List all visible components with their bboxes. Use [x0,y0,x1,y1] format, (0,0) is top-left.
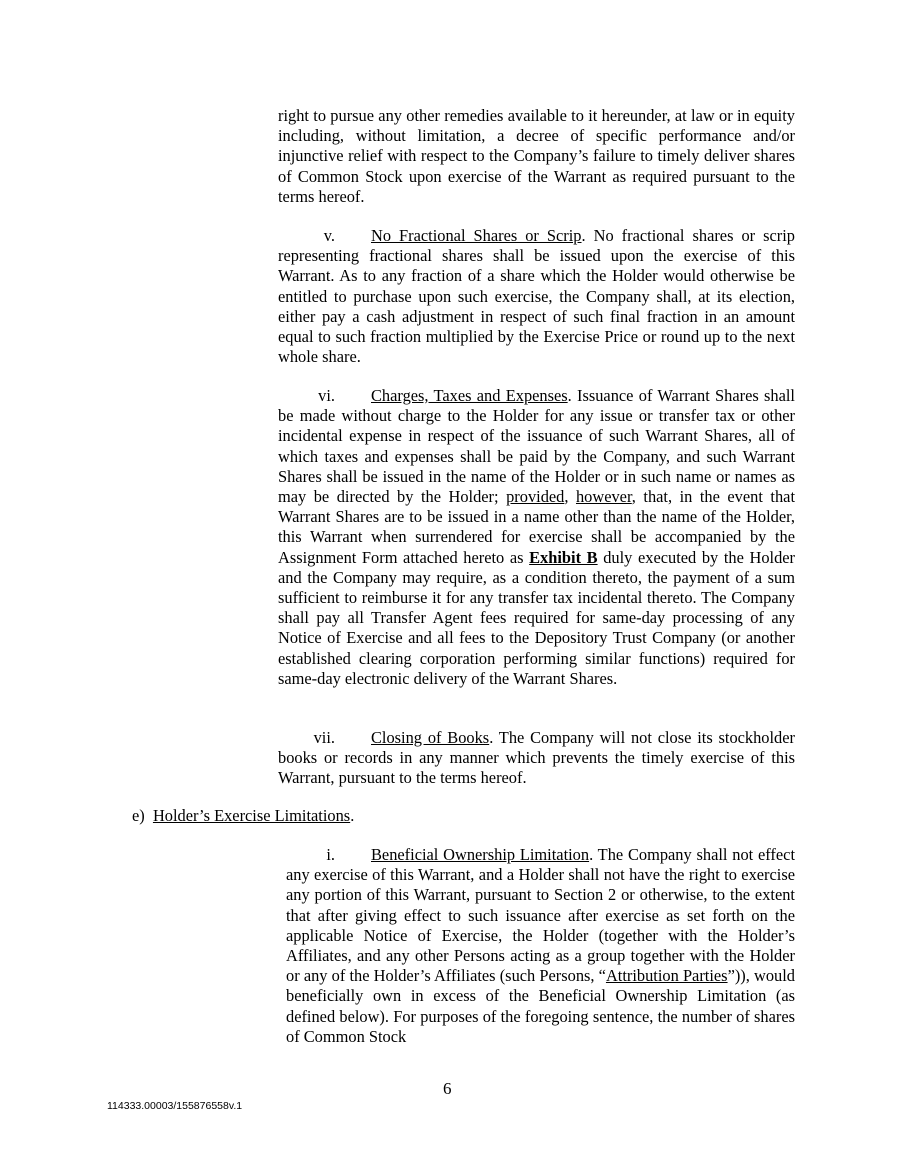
however-term: however [575,487,632,507]
section-title: Closing of Books [371,728,490,747]
separator: , [564,487,576,507]
section-text: duly executed by the Holder and the Company may require, as a condition thereto, the payment of a sum sufficient to reimburse it for any transfer tax incidental thereto. The Company shall pay all Transfer Agent fees required for same-day processing of any Notice of Exercise and all fees to the Depository Trust Company (or another established clearing corporation performing similar functions) required for same-day electronic delivery of the Warrant Shares. [278,547,795,688]
section-text: ”)), would beneficially own in excess of the Beneficial Ownership Limitation (as defined below). For purposes of the foregoing sentence, the number of shares of Common Stock [286,966,795,1046]
paragraph-continuation [278,106,795,207]
section-label: e) [132,806,145,825]
section-number: vii. [313,728,335,747]
section-number: vi. [318,386,335,405]
section-title: Charges, Taxes and Expenses [371,386,568,405]
section-text: . The Company will not close its stockholder books or records in any manner which prevents the timely exercise of this Warrant, pursuant to the terms hereof. [278,728,795,788]
section-title: Holder’s Exercise Limitations [152,806,351,825]
section-number: v. [323,226,335,245]
paragraph-text: right to pursue any other remedies available to it hereunder, at law or in equity including, without limitation, a decree of specific performance and/or injunctive relief with respect to the Company’s failure to timely deliver shares of Common Stock upon exercise of the Warrant as required pursuant to the terms hereof. [278,106,795,206]
section-text: , that, in the event that Warrant Shares are to be issued in a name other than the name of the Holder, this Warrant when surrendered for exercise shall be accompanied by the Assignment Form attached hereto as [278,487,795,567]
section-text: . The Company shall not effect any exercise of this Warrant, and a Holder shall not have the right to exercise any portion of this Warrant, pursuant to Section 2 or otherwise, to the extent that after giving effect to such issuance after exercise as set forth on the applicable Notice of Exercise, the Holder (together with the Holder’s Affiliates, and any other Persons acting as a group together with the Holder or any of the Holder’s Affiliates (such Persons, “ [286,845,795,986]
provided-term: provided [506,487,565,507]
page-number: 6 [443,1079,452,1098]
document-id-footer: 114333.00003/155876558v.1 [107,1100,243,1112]
section-v [278,226,795,367]
attribution-parties-term: Attribution Parties [605,966,728,986]
section-text: . No fractional shares or scrip representing fractional shares shall be issued upon the exercise of this Warrant. As to any fraction of a share which the Holder would otherwise be entitled to purchase upon such exercise, the Company shall, at its election, either pay a cash adjustment in respect of such final fraction in an amount equal to such fraction multiplied by the Exercise Price or round up to the next whole share. [278,226,796,367]
section-title: Beneficial Ownership Limitation [371,845,590,864]
section-vii [278,728,795,789]
section-e-heading [132,806,354,826]
section-number: i. [326,845,335,864]
section-i [286,845,795,1047]
section-vi [278,386,795,689]
section-text: . Issuance of Warrant Shares shall be made without charge to the Holder for any issue or transfer tax or other incidental expense in respect of the issuance of such Warrant Shares, all of which taxes and expenses shall be paid by the Company, and such Warrant Shares shall be issued in the name of the Holder or in such name or names as may be directed by the Holder; [278,386,795,507]
section-end: . [350,806,355,825]
exhibit-reference: Exhibit B [529,547,598,567]
section-title: No Fractional Shares or Scrip [371,226,582,245]
